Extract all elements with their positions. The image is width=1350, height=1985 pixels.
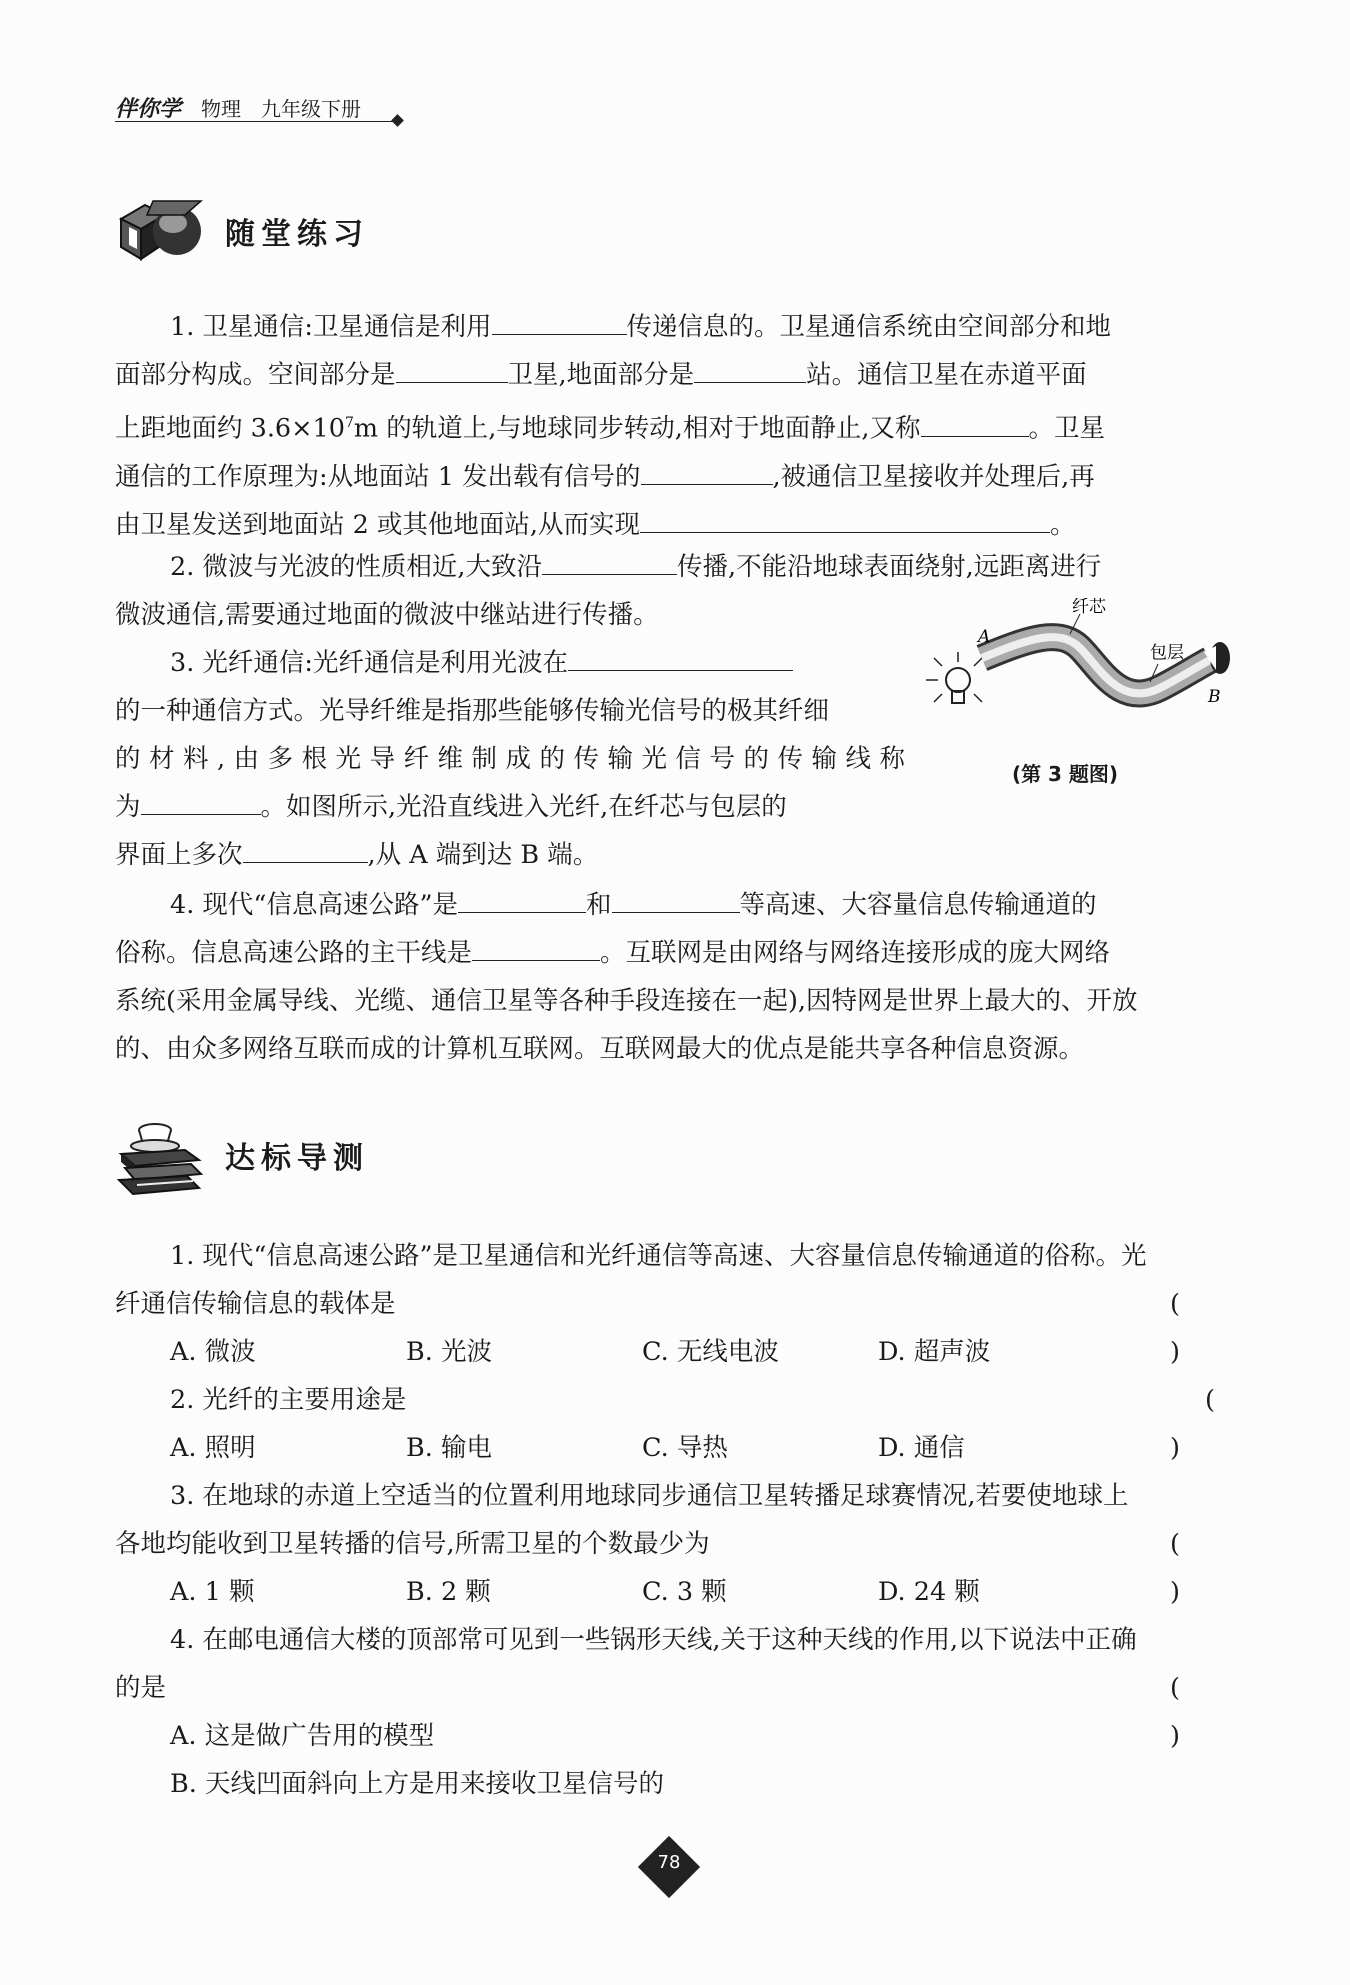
answer-parentheses[interactable]: ( ) — [1170, 1289, 1210, 1367]
mc4-stem: 的是 — [115, 1673, 167, 1703]
answer-parentheses[interactable]: ( ) — [1170, 1673, 1210, 1751]
label-cladding: 包层 — [1150, 643, 1184, 663]
q3-text: 界面上多次 — [115, 840, 243, 870]
mc1-stem: 1. 现代“信息高速公路”是卫星通信和光纤通信等高速、大容量信息传输通道的俗称。光 — [170, 1241, 1147, 1271]
q4-text: 。互联网是由网络与网络连接形成的庞大网络 — [600, 938, 1111, 968]
q2-text: 传播,不能沿地球表面绕射,远距离进行 — [677, 552, 1102, 582]
q4-text: 4. 现代“信息高速公路”是 — [170, 890, 459, 920]
q2-text: 2. 微波与光波的性质相近,大致沿 — [170, 552, 543, 582]
section-title-assessment: 达标导测 — [225, 1141, 369, 1176]
q4-text: 俗称。信息高速公路的主干线是 — [115, 938, 473, 968]
option-a[interactable]: A. 1 颗 — [170, 1577, 255, 1607]
figure-caption: (第 3 题图) — [1011, 762, 1119, 786]
q1-text: 。卫星 — [1028, 413, 1106, 444]
mc3-options — [115, 1568, 1150, 1616]
option-a[interactable]: A. 微波 — [170, 1337, 256, 1367]
q4-text: 系统(采用金属导线、光缆、通信卫星等各种手段连接在一起),因特网是世界上最大的、开放 — [115, 986, 1138, 1016]
answer-blank[interactable] — [542, 548, 677, 575]
q1-text: 面部分构成。空间部分是 — [115, 360, 396, 390]
mc1-options — [115, 1328, 1150, 1376]
mc4-option-b-line — [115, 1760, 1230, 1808]
mc2-options — [115, 1424, 1150, 1472]
q3-text: 的材料,由多根光导纤维制成的传输光信号的传输线称 — [115, 744, 905, 774]
answer-blank[interactable] — [492, 308, 627, 335]
book-subject: 物理 — [201, 97, 242, 121]
mc4-option-a-line — [115, 1712, 1150, 1760]
answer-blank[interactable] — [694, 356, 806, 383]
cube-icon — [115, 193, 207, 269]
answer-blank[interactable] — [472, 934, 600, 961]
mc2-stem: 2. 光纤的主要用途是 — [170, 1385, 407, 1415]
answer-blank[interactable] — [612, 886, 740, 913]
q3-text: 3. 光纤通信:光纤通信是利用光波在 — [170, 648, 569, 678]
q4-text: 等高速、大容量信息传输通道的 — [739, 890, 1097, 920]
answer-blank[interactable] — [640, 506, 1050, 533]
answer-blank[interactable] — [641, 458, 773, 485]
q1-text: 上距地面约 3.6×10 — [115, 413, 345, 444]
book-grade: 九年级下册 — [261, 97, 362, 121]
answer-blank[interactable] — [141, 788, 261, 815]
label-a: A — [978, 627, 991, 647]
q1-text: 1. 卫星通信:卫星通信是利用 — [170, 312, 492, 342]
option-d[interactable]: D. 通信 — [878, 1433, 965, 1463]
option-c[interactable]: C. 3 颗 — [642, 1577, 727, 1607]
q4-text: 和 — [586, 890, 612, 920]
q1-text: m 的轨道上,与地球同步转动,相对于地面静止,又称 — [353, 413, 921, 444]
mc1-stem: 纤通信传输信息的载体是 — [115, 1289, 396, 1319]
section-title-practice: 随堂练习 — [225, 217, 369, 252]
option-b[interactable]: B. 输电 — [406, 1433, 492, 1463]
question-3-continued — [115, 831, 1230, 879]
header-rule — [115, 121, 400, 122]
mc3-stem: 3. 在地球的赤道上空适当的位置利用地球同步通信卫星转播足球赛情况,若要使地球上 — [170, 1481, 1129, 1511]
multiple-choice-section — [115, 1232, 1245, 1808]
q1-text: 站。通信卫星在赤道平面 — [806, 360, 1087, 390]
option-b[interactable]: B. 2 颗 — [406, 1577, 491, 1607]
label-core: 纤芯 — [1072, 598, 1106, 617]
optical-fiber-figure — [920, 598, 1230, 798]
answer-parentheses[interactable]: ( ) — [1170, 1385, 1245, 1463]
option-b[interactable]: B. 天线凹面斜向上方是用来接收卫星信号的 — [170, 1769, 664, 1799]
answer-blank[interactable] — [396, 356, 508, 383]
answer-blank[interactable] — [243, 836, 368, 863]
answer-parentheses[interactable]: ( ) — [1170, 1529, 1210, 1607]
option-d[interactable]: D. 超声波 — [878, 1337, 991, 1367]
answer-blank[interactable] — [458, 886, 586, 913]
question-1 — [115, 303, 1230, 549]
option-d[interactable]: D. 24 颗 — [878, 1577, 980, 1607]
answer-blank[interactable] — [921, 410, 1029, 437]
q3-text: 的一种通信方式。光导纤维是指那些能够传输光信号的极其纤细 — [115, 696, 830, 726]
books-coffee-icon — [115, 1110, 207, 1200]
light-bulb-icon — [926, 652, 982, 703]
question-4 — [115, 881, 1230, 1073]
book-brand: 伴你学 — [115, 97, 182, 122]
q3-text: 。如图所示,光沿直线进入光纤,在纤芯与包层的 — [260, 792, 787, 822]
optical-fiber-diagram — [920, 598, 1230, 748]
page-number: 78 — [657, 1852, 681, 1873]
q1-text: 卫星,地面部分是 — [507, 360, 695, 390]
running-header — [115, 92, 361, 123]
exponent: 7 — [344, 415, 354, 431]
section-heading-assessment — [115, 1110, 369, 1200]
option-a[interactable]: A. 照明 — [170, 1433, 256, 1463]
header-diamond-icon — [391, 114, 404, 127]
q1-text: ,被通信卫星接收并处理后,再 — [772, 461, 1095, 492]
option-a[interactable]: A. 这是做广告用的模型 — [170, 1721, 435, 1751]
q1-text: 由卫星发送到地面站 2 或其他地面站,从而实现 — [115, 509, 641, 540]
option-c[interactable]: C. 导热 — [642, 1433, 728, 1463]
q3-text: 为 — [115, 792, 141, 822]
mc4-stem: 4. 在邮电通信大楼的顶部常可见到一些锅形天线,关于这种天线的作用,以下说法中正确 — [170, 1625, 1137, 1655]
q4-text: 的、由众多网络互联而成的计算机互联网。互联网最大的优点是能共享各种信息资源。 — [115, 1034, 1085, 1064]
option-c[interactable]: C. 无线电波 — [642, 1337, 779, 1367]
option-b[interactable]: B. 光波 — [406, 1337, 492, 1367]
q2-text: 微波通信,需要通过地面的微波中继站进行传播。 — [115, 600, 659, 630]
answer-blank[interactable] — [568, 644, 793, 671]
question-3 — [115, 639, 905, 831]
label-b: B — [1208, 687, 1221, 707]
q1-text: 传递信息的。卫星通信系统由空间部分和地 — [626, 312, 1112, 342]
section-heading-practice — [115, 193, 369, 269]
q1-text: 。 — [1050, 509, 1076, 540]
q1-text: 通信的工作原理为:从地面站 1 发出载有信号的 — [115, 461, 641, 492]
mc3-stem: 各地均能收到卫星转播的信号,所需卫星的个数最少为 — [115, 1529, 710, 1559]
q3-text: ,从 A 端到达 B 端。 — [367, 840, 599, 870]
